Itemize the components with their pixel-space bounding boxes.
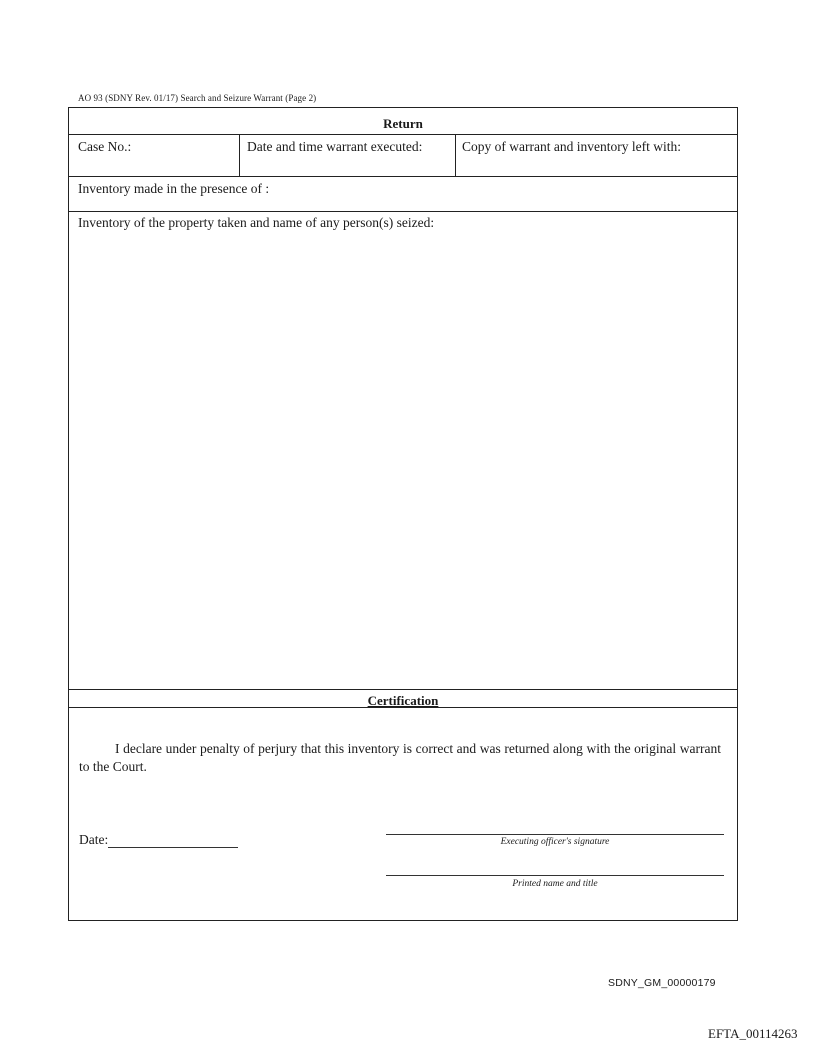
return-title: Return	[383, 116, 423, 131]
divider	[69, 707, 737, 708]
divider	[69, 689, 737, 690]
copy-left-with-field[interactable]: Copy of warrant and inventory left with:	[462, 139, 681, 154]
divider	[69, 176, 737, 177]
inventory-presence-field[interactable]: Inventory made in the presence of :	[78, 181, 270, 196]
perjury-declaration: I declare under penalty of perjury that this inventory is correct and was returned along with the original warrant to the Court.	[79, 741, 721, 774]
form-header: AO 93 (SDNY Rev. 01/17) Search and Seizure Warrant (Page 2)	[78, 93, 317, 103]
divider	[69, 134, 737, 135]
divider	[455, 134, 456, 176]
printed-name-field[interactable]	[386, 875, 724, 876]
bates-number: SDNY_GM_00000179	[608, 977, 716, 989]
signature-caption: Executing officer's signature	[500, 837, 610, 847]
divider	[239, 134, 240, 176]
certification-title-text: Certification	[367, 693, 439, 708]
divider	[69, 211, 737, 212]
date-label: Date:	[79, 832, 109, 847]
efta-number: EFTA_00114263	[708, 1026, 798, 1041]
case-no-field[interactable]: Case No.:	[78, 139, 132, 154]
date-field[interactable]	[108, 847, 238, 848]
inventory-property-field[interactable]: Inventory of the property taken and name of any person(s) seized:	[78, 215, 435, 230]
signature-field[interactable]	[386, 834, 724, 835]
warrant-return-form	[68, 107, 738, 921]
date-time-executed-field[interactable]: Date and time warrant executed:	[247, 139, 423, 154]
printed-name-caption: Printed name and title	[512, 879, 598, 889]
